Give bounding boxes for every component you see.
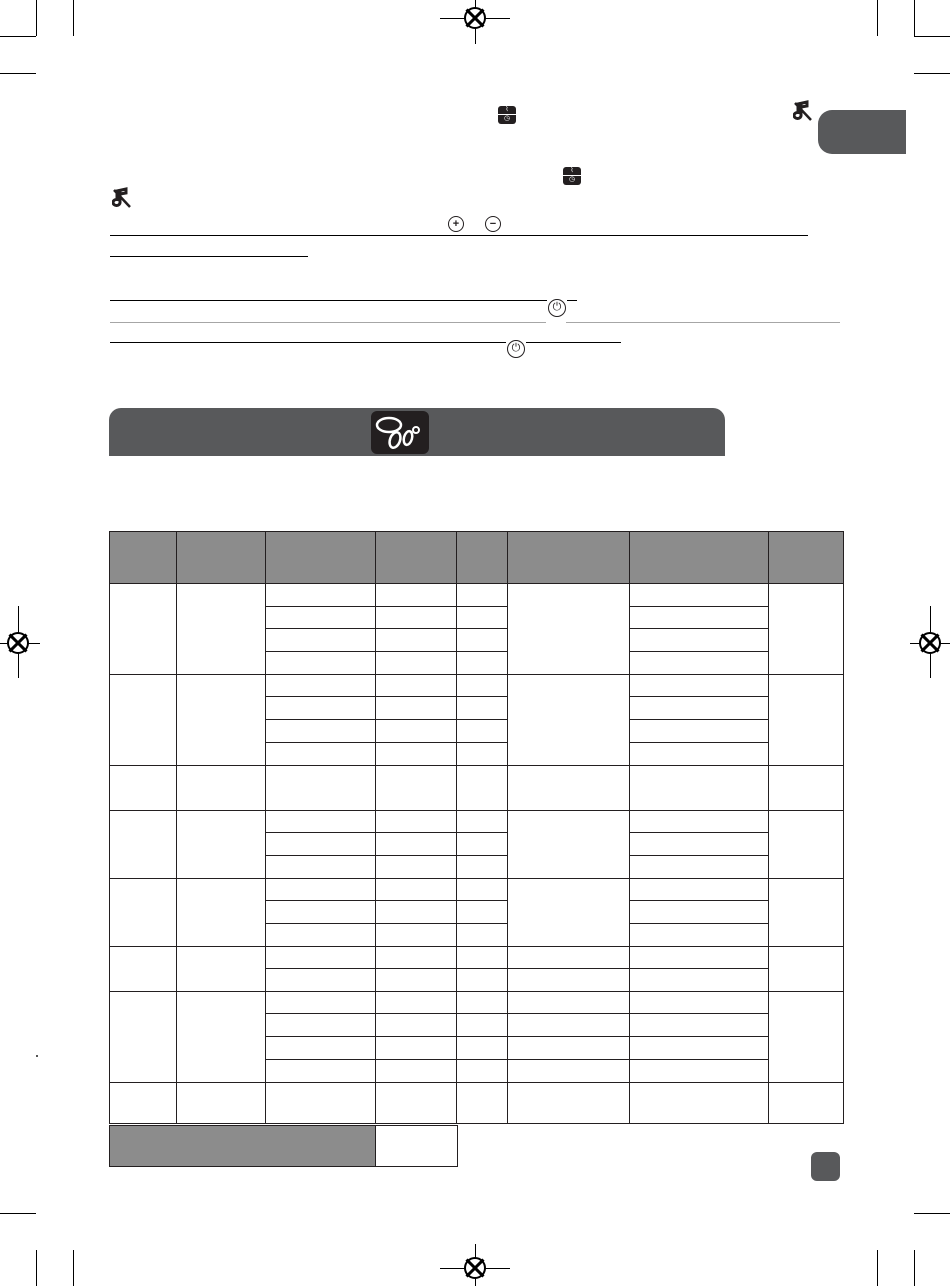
text-underline <box>110 322 546 323</box>
table-cell <box>375 992 456 1014</box>
table-cell <box>265 833 375 856</box>
table-row <box>110 879 844 901</box>
table-cell <box>375 1014 456 1037</box>
table-cell <box>176 947 265 992</box>
table-row <box>110 584 844 607</box>
table-cell <box>265 1083 375 1124</box>
table-cell <box>110 947 177 992</box>
table-cell <box>508 1014 630 1037</box>
table-cell <box>265 629 375 652</box>
table-cell <box>456 766 508 811</box>
table-cell <box>265 811 375 833</box>
text-underline <box>567 300 577 301</box>
table-cell <box>375 879 456 901</box>
bubbles-icon <box>371 411 429 454</box>
table-cell <box>265 901 375 924</box>
registration-mark-icon <box>464 1257 486 1279</box>
table-cell <box>375 652 456 675</box>
table-cell <box>265 675 375 697</box>
crop-mark <box>0 1213 36 1214</box>
table-cell <box>375 743 456 766</box>
table-cell <box>769 1083 844 1124</box>
minus-icon: − <box>485 216 501 232</box>
table-row <box>110 675 844 697</box>
mute-icon <box>112 187 132 215</box>
table-cell <box>630 697 769 720</box>
table-cell <box>630 811 769 833</box>
table-cell <box>375 766 456 811</box>
table-cell <box>508 879 630 947</box>
table-cell <box>769 879 844 947</box>
table-cell <box>456 1037 508 1060</box>
table-cell <box>456 856 508 879</box>
table-cell <box>769 766 844 811</box>
table-cell <box>630 766 769 811</box>
crop-mark <box>914 73 950 74</box>
print-speck <box>36 1055 38 1057</box>
table-cell <box>630 969 769 992</box>
table-cell <box>375 1060 456 1083</box>
table-cell <box>456 1083 508 1124</box>
table-cell <box>508 1083 630 1124</box>
table-cell <box>176 1083 265 1124</box>
table-cell <box>630 607 769 629</box>
table-cell <box>265 652 375 675</box>
table-cell <box>375 629 456 652</box>
table-cell <box>630 584 769 607</box>
table-cell <box>375 924 456 947</box>
table-cell <box>265 879 375 901</box>
table-header-cell <box>176 532 265 584</box>
table-cell <box>508 675 630 766</box>
table-cell <box>508 1060 630 1083</box>
table-cell <box>375 697 456 720</box>
table-cell <box>630 947 769 969</box>
table-cell <box>630 992 769 1014</box>
text-underline <box>110 235 808 236</box>
table-header-cell <box>456 532 508 584</box>
table-cell <box>375 901 456 924</box>
table-cell <box>508 969 630 992</box>
table-header-cell <box>110 532 177 584</box>
table-cell <box>456 743 508 766</box>
table-cell <box>265 584 375 607</box>
table-row <box>110 947 844 969</box>
table-cell <box>265 924 375 947</box>
table-cell <box>110 879 177 947</box>
table-cell <box>265 1060 375 1083</box>
registration-mark-icon <box>7 632 29 654</box>
table-cell <box>375 1083 456 1124</box>
table-cell <box>630 1060 769 1083</box>
table-cell <box>456 969 508 992</box>
table-cell <box>176 584 265 675</box>
table-cell <box>265 947 375 969</box>
thermometer-timer-icon: ⌇ ◷ <box>498 106 516 124</box>
table-cell <box>630 1037 769 1060</box>
table-cell <box>265 1037 375 1060</box>
table-cell <box>375 720 456 743</box>
table-cell <box>110 766 177 811</box>
table-cell <box>265 856 375 879</box>
plus-icon: + <box>448 216 464 232</box>
table-cell <box>769 992 844 1083</box>
table-cell <box>375 607 456 629</box>
table-cell <box>769 811 844 879</box>
crop-mark <box>877 0 878 36</box>
text-underline <box>110 256 308 257</box>
table-cell <box>508 766 630 811</box>
table-cell <box>375 947 456 969</box>
table-cell <box>630 1014 769 1037</box>
table-cell <box>630 924 769 947</box>
table-header-cell <box>630 532 769 584</box>
table-cell <box>456 811 508 833</box>
table-header-cell <box>375 532 456 584</box>
table-cell <box>456 720 508 743</box>
table-cell <box>176 811 265 879</box>
text-underline <box>110 342 506 343</box>
table-cell <box>508 811 630 879</box>
table-cell <box>176 879 265 947</box>
table-cell <box>110 992 177 1083</box>
table-cell <box>265 743 375 766</box>
table-cell <box>630 901 769 924</box>
crop-mark <box>73 0 74 36</box>
table-cell <box>375 833 456 856</box>
table-cell <box>375 856 456 879</box>
crop-mark <box>914 36 950 37</box>
table-cell <box>630 629 769 652</box>
table-cell <box>375 969 456 992</box>
table-total-label <box>109 1125 376 1167</box>
table-cell <box>456 1060 508 1083</box>
table-cell <box>508 584 630 675</box>
table-cell <box>630 879 769 901</box>
thermometer-timer-icon: ⌇ ◷ <box>563 167 581 185</box>
registration-mark-icon <box>464 7 486 29</box>
table-row <box>110 1083 844 1124</box>
table-cell <box>176 675 265 766</box>
registration-mark-icon <box>919 632 941 654</box>
crop-mark <box>914 1213 950 1214</box>
table-cell <box>769 675 844 766</box>
table-cell <box>375 1037 456 1060</box>
text-underline <box>110 300 547 301</box>
table-cell <box>456 1014 508 1037</box>
table-cell <box>110 675 177 766</box>
table-cell <box>456 924 508 947</box>
table-cell <box>265 607 375 629</box>
table-header-cell <box>769 532 844 584</box>
mute-icon <box>793 100 813 128</box>
crop-mark <box>73 1250 74 1286</box>
table-cell <box>265 766 375 811</box>
crop-mark <box>914 0 915 36</box>
table-cell <box>456 947 508 969</box>
crop-mark <box>0 36 36 37</box>
table-cell <box>375 584 456 607</box>
crop-mark <box>36 0 37 36</box>
text-underline <box>566 322 840 323</box>
table-cell <box>630 675 769 697</box>
table-cell <box>265 697 375 720</box>
table-cell <box>630 652 769 675</box>
table-cell <box>456 992 508 1014</box>
table-row <box>110 811 844 833</box>
table-cell <box>456 901 508 924</box>
program-table <box>109 531 844 1124</box>
table-cell <box>456 607 508 629</box>
table-cell <box>456 629 508 652</box>
table-header-cell <box>265 532 375 584</box>
table-cell <box>176 766 265 811</box>
table-header-cell <box>508 532 630 584</box>
power-icon: ⏻ <box>548 299 566 317</box>
table-cell <box>630 743 769 766</box>
table-cell <box>456 833 508 856</box>
table-cell <box>375 675 456 697</box>
table-cell <box>110 1083 177 1124</box>
table-cell <box>630 833 769 856</box>
table-cell <box>456 652 508 675</box>
table-cell <box>265 992 375 1014</box>
table-cell <box>630 1083 769 1124</box>
table-cell <box>265 720 375 743</box>
table-total-value <box>375 1125 458 1167</box>
table-cell <box>110 811 177 879</box>
table-cell <box>265 969 375 992</box>
table-cell <box>456 584 508 607</box>
table-cell <box>508 1037 630 1060</box>
table-cell <box>508 947 630 969</box>
table-row <box>110 766 844 811</box>
table-cell <box>176 992 265 1083</box>
table-cell <box>456 879 508 901</box>
language-tab <box>818 110 906 154</box>
table-cell <box>456 675 508 697</box>
text-underline <box>526 342 621 343</box>
table-header-row <box>110 532 844 584</box>
crop-mark <box>0 73 36 74</box>
table-cell <box>265 1014 375 1037</box>
table-cell <box>456 697 508 720</box>
page-number-badge <box>811 1152 840 1181</box>
table-cell <box>769 584 844 675</box>
crop-mark <box>36 1250 37 1286</box>
crop-mark <box>914 1250 915 1286</box>
table-cell <box>110 584 177 675</box>
crop-mark <box>877 1250 878 1286</box>
table-cell <box>375 811 456 833</box>
power-icon: ⏻ <box>507 340 525 358</box>
table-cell <box>508 992 630 1014</box>
table-row <box>110 992 844 1014</box>
table-cell <box>769 947 844 992</box>
table-cell <box>630 720 769 743</box>
table-cell <box>630 856 769 879</box>
